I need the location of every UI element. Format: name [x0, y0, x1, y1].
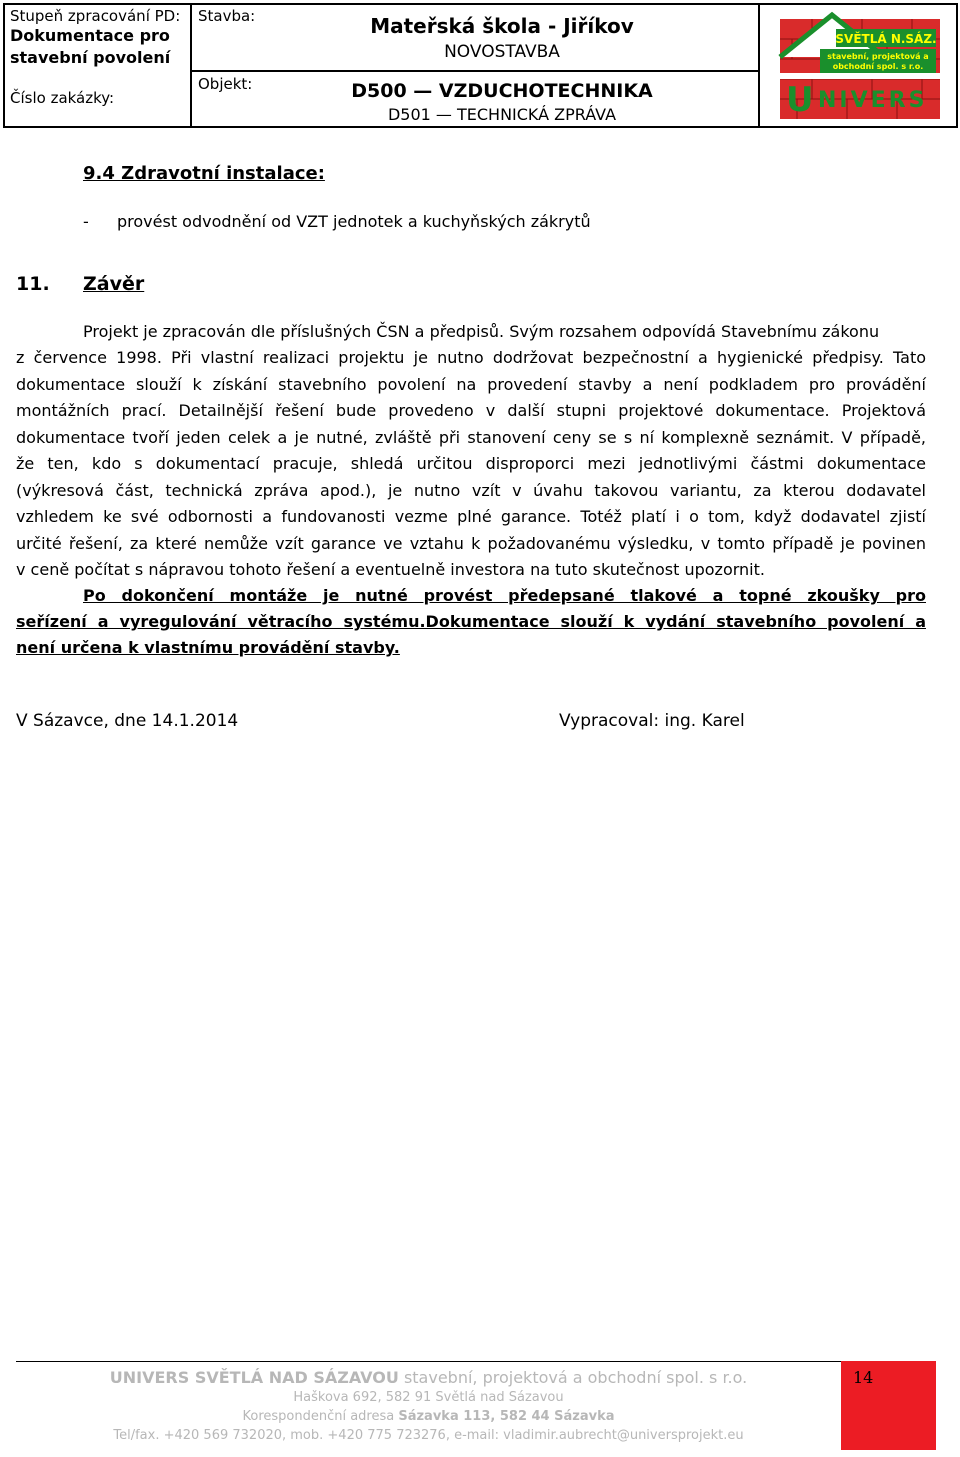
section-94-dash: - [83, 212, 89, 231]
univers-logo [772, 11, 942, 121]
footer-address: Haškova 692, 582 91 Světlá nad Sázavou [293, 1390, 564, 1405]
header-stage-cell [5, 5, 192, 126]
stage-value-line2: stavební povolení [10, 48, 171, 67]
paragraph-line: dokumentace slouží k získání stavebního povolení na provedení stavby a není podkladem pro provádění [16, 375, 926, 394]
paragraph-line: určité řešení, za které nemůže vzít garance ve vztahu k požadovanému výsledku, v tomto případě je povinen [16, 534, 926, 553]
logo-brand-text: NIVERS [818, 88, 928, 113]
building-label: Stavba: [198, 7, 256, 25]
paragraph-line: z července 1998. Při vlastní realizaci projektu je nutno dodržovat bezpečnostní a hygienické předpisy. Tato [16, 348, 926, 367]
object-subtitle: D501 — TECHNICKÁ ZPRÁVA [387, 105, 617, 124]
section-11-heading: Závěr [83, 273, 145, 295]
logo-mid-text-1: stavební, projektová a [827, 52, 929, 61]
footer-company [16, 1368, 841, 1387]
emphasis-line: Po dokončení montáže je nutné provést předepsané tlakové a topné zkoušky pro [83, 586, 926, 605]
footer-contact: Tel/fax. +420 569 732020, mob. +420 775 723276, e-mail: vladimir.aubrecht@universprojekt.eu [113, 1428, 744, 1443]
section-94-item: provést odvodnění od VZT jednotek a kuchyňských zákrytů [117, 212, 591, 231]
object-label: Objekt: [198, 75, 253, 93]
paragraph-line: v ceně počítat s nápravou tohoto řešení a eventuelně investora na tuto skutečnost upozornit. [16, 560, 765, 579]
footer-company-type: stavební, projektová a obchodní spol. s r.o. [398, 1368, 748, 1387]
order-number-label: Číslo zakázky: [10, 89, 115, 107]
paragraph-line: dokumentace tvoří jeden celek a je nutné, zvláště při stanovení ceny se s ní komplexně seznámit. V případě, [16, 428, 926, 447]
footer-correspondence [16, 1409, 841, 1424]
paragraph-line: montážních prací. Detailnější řešení bude provedeno v další stupni projektové dokumentace. Projektová [16, 401, 926, 420]
emphasis-line: seřízení a vyregulování větracího systému.Dokumentace slouží k vydání stavebního povolení a [16, 612, 926, 631]
building-name: Mateřská škola - Jiříkov [370, 14, 634, 38]
footer-correspondence-label: Korespondenční adresa [242, 1409, 399, 1424]
footer-company-name: UNIVERS SVĚTLÁ NAD SÁZAVOU [109, 1368, 399, 1387]
footer-correspondence-value: Sázavka 113, 582 44 Sázavka [398, 1409, 615, 1424]
footer-rule [16, 1361, 841, 1362]
header-building-cell [192, 5, 760, 126]
paragraph-line: Projekt je zpracován dle příslušných ČSN a předpisů. Svým rozsahem odpovídá Stavebnímu zákonu [83, 322, 880, 341]
section-11-number: 11. [16, 273, 50, 295]
stage-label: Stupeň zpracování PD: [10, 7, 181, 25]
logo-mid-text-2: obchodní spol. s r.o. [832, 62, 924, 71]
page-number: 14 [853, 1368, 874, 1387]
paragraph-line: vzhledem ke své odbornosti a fundovanosti vezme plné garance. Totéž platí i o tom, když dodavatel zjistí [16, 507, 926, 526]
building-subtitle: NOVOSTAVBA [444, 42, 560, 62]
object-name: D500 — VZDUCHOTECHNIKA [351, 80, 653, 102]
emphasis-line: není určena k vlastnímu provádění stavby. [16, 638, 400, 657]
logo-top-text: SVĚTLÁ N.SÁZ. [835, 32, 937, 46]
header-logo-cell [760, 5, 956, 126]
prepared-by: Vypracoval: ing. Karel [559, 711, 745, 731]
logo-brand-initial: U [786, 80, 814, 120]
paragraph-line: (výkresová část, technická zpráva apod.), je nutno vzít v úvahu takovou variantu, za kterou dodavatel [16, 481, 926, 500]
document-header [3, 3, 958, 128]
stage-value-line1: Dokumentace pro [10, 26, 170, 45]
paragraph-line: že ten, kdo s dokumentací pracuje, shledá určitou disproporci mezi jednotlivými částmi dokumentace [16, 454, 926, 473]
section-94-heading: 9.4 Zdravotní instalace: [83, 163, 325, 184]
header-divider [192, 70, 758, 72]
place-date: V Sázavce, dne 14.1.2014 [16, 711, 239, 731]
